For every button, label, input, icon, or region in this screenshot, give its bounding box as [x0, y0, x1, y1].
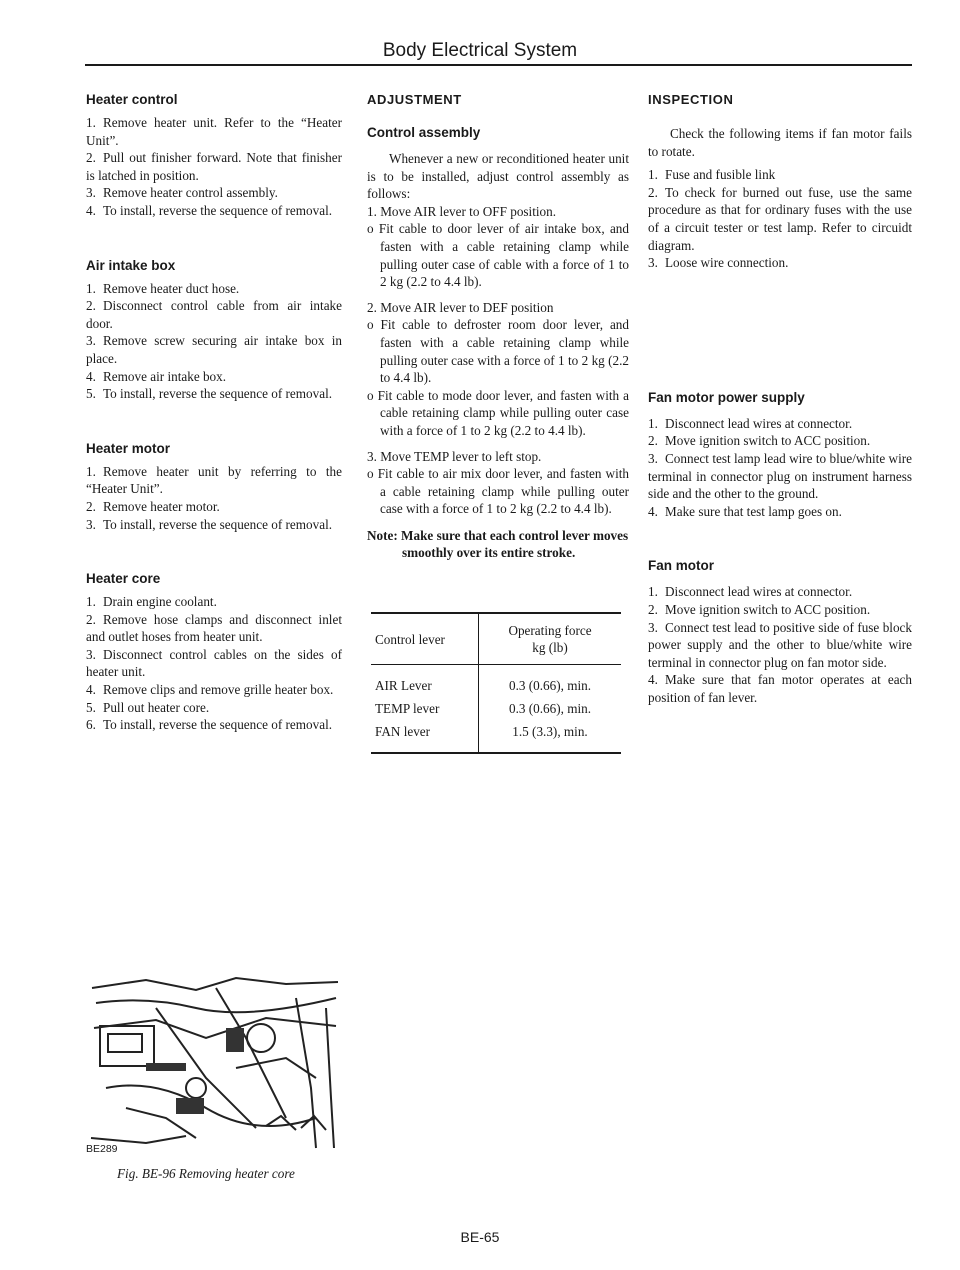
step-text: To install, reverse the sequence of removal.	[103, 717, 333, 733]
heading-fan-motor: Fan motor	[648, 558, 714, 574]
step-number: 4.	[648, 672, 658, 688]
step-text: Move ignition switch to ACC position.	[665, 601, 871, 617]
step-number: 1.	[86, 594, 96, 610]
step-text: Connect test lamp lead wire to blue/white wire terminal in connector plug on instrument harness side and the other to the ground.	[648, 450, 912, 502]
table-row	[371, 720, 621, 753]
adjustment-item-3: 3. Move TEMP lever to left stop.	[367, 448, 542, 464]
list-item	[86, 368, 342, 386]
step-text: Remove screw securing air intake box in place.	[86, 333, 342, 366]
figure-caption: Fig. BE-96 Removing heater core	[117, 1166, 295, 1181]
step-text: Fuse and fusible link	[665, 167, 776, 183]
step-number: 1.	[86, 280, 96, 296]
list-item	[86, 593, 342, 611]
step-text: Disconnect lead wires at connector.	[665, 415, 853, 431]
list-item	[86, 114, 342, 149]
step-number: 2.	[86, 611, 96, 627]
adjustment-bullet-2a: o Fit cable to defroster room door lever, and fasten with a cable retaining clamp while pulling outer case with a force of 1 to 2 kg (2.2 to 4.4 lb).	[367, 317, 629, 386]
column-left	[86, 92, 342, 772]
list-item	[648, 671, 912, 706]
heading-heater-motor: Heater motor	[86, 440, 171, 456]
list-item	[648, 619, 912, 672]
steps-heater-core	[86, 593, 342, 734]
table-row	[371, 665, 621, 698]
step-text: Remove heater duct hose.	[103, 280, 240, 296]
inspection-intro: Check the following items if fan motor fails to rotate.	[648, 126, 912, 159]
list-item	[648, 450, 912, 503]
step-number: 4.	[86, 202, 96, 218]
step-number: 3.	[648, 450, 658, 466]
step-number: 3.	[86, 516, 96, 532]
step-text: To install, reverse the sequence of removal.	[103, 386, 333, 402]
step-number: 3.	[86, 333, 96, 349]
list-item	[648, 432, 912, 450]
list-item	[86, 699, 342, 717]
step-number: 1.	[648, 415, 658, 431]
table-header-unit: kg (lb)	[532, 640, 568, 656]
step-number: 3.	[86, 646, 96, 662]
step-number: 1.	[648, 167, 658, 183]
step-text: Remove heater motor.	[103, 498, 220, 514]
step-text: Disconnect control cables on the sides of heater unit.	[86, 646, 342, 680]
step-number: 4.	[648, 503, 658, 519]
table-cell-force: 1.5 (3.3), min.	[479, 720, 622, 753]
step-text: Make sure that test lamp goes on.	[665, 503, 842, 519]
list-item	[648, 503, 912, 521]
steps-fan-motor-power-supply	[648, 415, 912, 521]
list-item	[86, 149, 342, 184]
list-item	[648, 601, 912, 619]
list-item	[86, 516, 342, 534]
adjustment-bullet-3: o Fit cable to air mix door lever, and fasten with a cable retaining clamp while pulling outer case with a force of 1 to 2 kg (2.2 to 4.4 lb).	[367, 466, 629, 517]
step-number: 3.	[648, 619, 658, 635]
table-header-operating-force	[479, 613, 622, 665]
list-item	[86, 463, 342, 498]
step-text: To install, reverse the sequence of removal.	[103, 202, 333, 218]
step-number: 2.	[86, 498, 96, 514]
table-row	[371, 697, 621, 720]
list-item	[86, 184, 342, 202]
adjustment-bullet-2b: o Fit cable to mode door lever, and fasten with a cable retaining clamp while pulling outer case with a force of 1 to 2 kg (2.2 to 4.4 lb).	[367, 387, 629, 438]
list-item	[648, 166, 912, 184]
heading-heater-core: Heater core	[86, 571, 161, 587]
list-item	[86, 611, 342, 646]
heading-control-assembly: Control assembly	[367, 125, 481, 140]
step-text: To install, reverse the sequence of removal.	[103, 516, 333, 532]
table-cell-force: 0.3 (0.66), min.	[508, 700, 592, 716]
steps-fan-motor	[648, 583, 912, 706]
adjustment-bullet-1: o Fit cable to door lever of air intake box, and fasten with a cable retaining clamp while pulling outer case of cable with a force of 1 to 2 kg (2.2 to 4.4 lb).	[367, 221, 629, 290]
list-item	[86, 385, 342, 403]
steps-heater-motor	[86, 463, 342, 533]
list-item	[86, 332, 342, 367]
step-number: 3.	[648, 255, 658, 271]
list-item	[648, 254, 912, 272]
step-text: To check for burned out fuse, use the same procedure as that for ordinary fuses with the use of a circuit tester or test lamp. Refer to circuidt diagram.	[648, 184, 912, 253]
operating-force-table	[371, 612, 621, 754]
step-number: 4.	[86, 368, 96, 384]
header-rule	[85, 64, 912, 66]
step-text: Connect test lead to positive side of fuse block power supply and the other to blue/white wire terminal in connector plug on fan motor side.	[648, 619, 912, 670]
step-number: 2.	[648, 184, 658, 200]
step-text: Pull out finisher forward. Note that finisher is latched in position.	[86, 150, 342, 183]
step-text: Make sure that fan motor operates at each position of fan lever.	[648, 672, 912, 705]
adjustment-note: Note: Make sure that each control lever moves smoothly over its entire stroke.	[367, 527, 629, 561]
section-heater-control	[86, 92, 342, 220]
steps-inspection	[648, 166, 912, 272]
list-item	[648, 184, 912, 254]
step-number: 6.	[86, 717, 96, 733]
step-number: 5.	[86, 386, 96, 402]
step-text: Remove heater unit. Refer to the “Heater Unit”.	[86, 115, 342, 148]
column-middle	[367, 92, 629, 754]
list-item	[86, 202, 342, 220]
list-item	[86, 498, 342, 516]
step-text: Remove heater unit by referring to the “Heater Unit”.	[86, 463, 342, 497]
step-text: Drain engine coolant.	[103, 594, 217, 610]
heading-fan-motor-power-supply: Fan motor power supply	[648, 389, 805, 405]
step-number: 1.	[648, 584, 658, 600]
step-number: 1.	[86, 115, 96, 130]
step-number: 3.	[86, 185, 96, 201]
heading-air-intake-box: Air intake box	[86, 257, 176, 273]
steps-heater-control	[86, 114, 342, 220]
step-number: 2.	[648, 433, 658, 449]
table-cell-force: 0.3 (0.66), min.	[508, 677, 592, 693]
step-number: 1.	[86, 463, 96, 479]
section-heater-core	[86, 571, 342, 734]
page-number: BE-65	[460, 1229, 500, 1245]
step-number: 4.	[86, 682, 96, 698]
step-number: 2.	[86, 298, 96, 314]
list-item	[648, 415, 912, 433]
section-air-intake-box	[86, 258, 342, 403]
step-text: Move ignition switch to ACC position.	[665, 433, 871, 449]
column-right	[648, 92, 912, 706]
steps-air-intake-box	[86, 280, 342, 403]
heading-heater-control: Heater control	[86, 92, 178, 107]
heading-adjustment: ADJUSTMENT	[367, 92, 462, 107]
step-text: Remove clips and remove grille heater box.	[103, 682, 334, 698]
page-header-title: Body Electrical System	[382, 40, 578, 61]
step-number: 2.	[86, 150, 96, 166]
list-item	[648, 583, 912, 601]
step-text: Pull out heater core.	[103, 699, 210, 715]
list-item	[86, 280, 342, 298]
step-text: Loose wire connection.	[665, 255, 789, 271]
step-text: Remove air intake box.	[103, 368, 227, 384]
table-header-row	[371, 613, 621, 665]
figure-code: BE289	[86, 1143, 118, 1155]
figure-heater-core-illustration	[86, 968, 344, 1158]
list-item	[86, 297, 342, 332]
step-number: 2.	[648, 601, 658, 617]
step-number: 5.	[86, 699, 96, 715]
table-cell-lever: TEMP lever	[371, 697, 479, 720]
section-heater-motor	[86, 441, 342, 533]
step-text: Disconnect control cable from air intake door.	[86, 298, 342, 331]
list-item	[86, 681, 342, 699]
heading-inspection: INSPECTION	[648, 92, 734, 107]
table-cell-lever: AIR Lever	[371, 665, 479, 698]
list-item	[86, 646, 342, 681]
table-cell-lever: FAN lever	[371, 720, 479, 753]
table-header-operating-force-label: Operating force	[508, 623, 592, 639]
step-text: Remove heater control assembly.	[103, 185, 278, 201]
adjustment-item-1: 1. Move AIR lever to OFF position.	[367, 203, 557, 219]
list-item	[86, 716, 342, 734]
table-header-control-lever: Control lever	[371, 613, 479, 665]
adjustment-item-2: 2. Move AIR lever to DEF position	[367, 299, 554, 315]
step-text: Remove hose clamps and disconnect inlet and outlet hoses from heater unit.	[86, 611, 342, 645]
adjustment-intro: Whenever a new or reconditioned heater unit is to be installed, adjust control assembly as follows:	[367, 151, 629, 202]
step-text: Disconnect lead wires at connector.	[665, 584, 853, 600]
